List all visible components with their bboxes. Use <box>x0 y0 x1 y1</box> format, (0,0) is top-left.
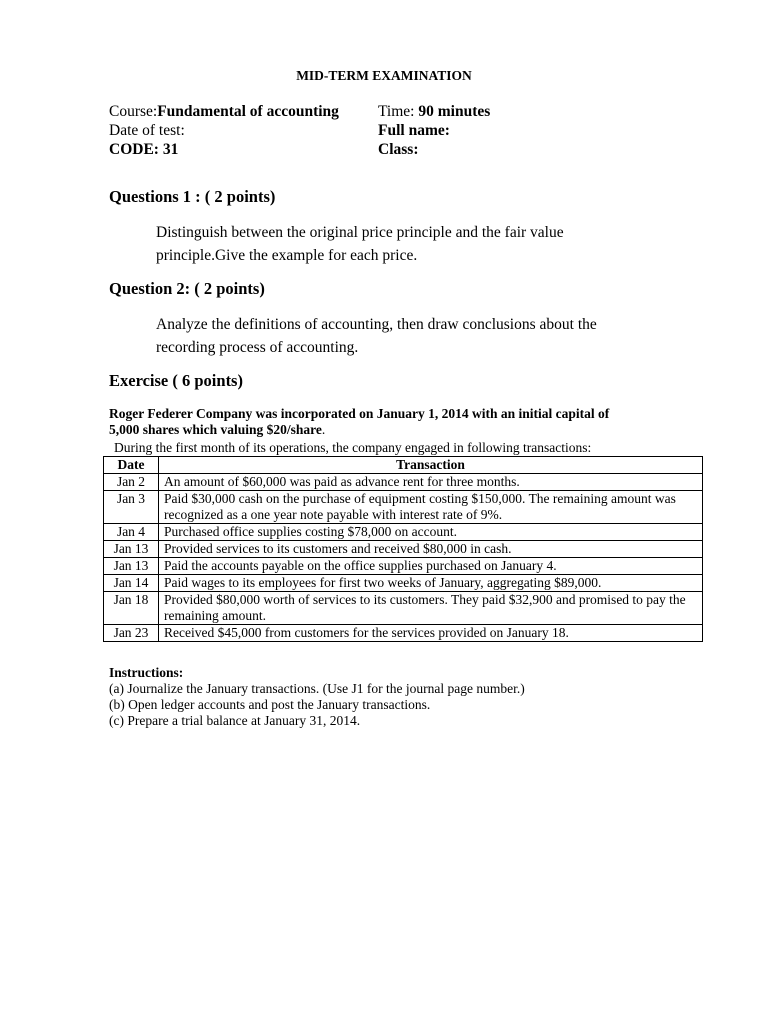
instructions-heading: Instructions: <box>109 665 184 680</box>
time-value: 90 minutes <box>418 103 491 120</box>
transactions-table <box>103 456 703 642</box>
table-row <box>104 558 703 575</box>
question-1-line: Distinguish between the original price principle and the fair value <box>156 224 564 241</box>
question-2-line: Analyze the definitions of accounting, then draw conclusions about the <box>156 316 597 333</box>
table-row <box>104 524 703 541</box>
table-row <box>104 491 703 524</box>
time-line <box>378 102 490 121</box>
exercise-intro <box>109 406 709 438</box>
date-of-test-label: Date of test: <box>109 122 185 139</box>
instruction-item: (a) Journalize the January transactions. (Use J1 for the journal page number.) <box>109 681 525 696</box>
instruction-item: (b) Open ledger accounts and post the January transactions. <box>109 697 431 712</box>
exam-title: MID-TERM EXAMINATION <box>296 68 472 83</box>
row-date: Jan 2 <box>104 474 159 491</box>
column-header-transaction: Transaction <box>159 457 703 474</box>
question-1-body <box>156 221 716 267</box>
row-transaction: Purchased office supplies costing $78,000 on account. <box>159 524 703 541</box>
course-label: Course: <box>109 103 158 120</box>
row-transaction: Received $45,000 from customers for the services provided on January 18. <box>159 625 703 642</box>
row-transaction: An amount of $60,000 was paid as advance rent for three months. <box>159 474 703 491</box>
row-transaction: Paid wages to its employees for first two weeks of January, aggregating $89,000. <box>159 575 703 592</box>
time-label: Time: <box>378 103 419 120</box>
row-date: Jan 13 <box>104 558 159 575</box>
course-value: Fundamental of accounting <box>157 103 339 120</box>
question-2-line: recording process of accounting. <box>156 339 359 356</box>
question-1-heading: Questions 1 : ( 2 points) <box>109 187 276 206</box>
table-row <box>104 575 703 592</box>
row-date: Jan 18 <box>104 592 159 625</box>
question-2-body <box>156 313 716 359</box>
row-date: Jan 4 <box>104 524 159 541</box>
row-date: Jan 3 <box>104 491 159 524</box>
question-2-heading: Question 2: ( 2 points) <box>109 279 265 298</box>
table-row <box>104 625 703 642</box>
code-label: CODE: 31 <box>109 141 179 158</box>
row-transaction: Provided $80,000 worth of services to its customers. They paid $32,900 and promised to pay the remaining amount. <box>159 592 703 625</box>
class-label: Class: <box>378 141 419 158</box>
exercise-heading: Exercise ( 6 points) <box>109 371 243 390</box>
exercise-intro-line: Roger Federer Company was incorporated on January 1, 2014 with an initial capital of <box>109 406 610 421</box>
question-1-line: principle.Give the example for each price. <box>156 247 418 264</box>
instructions <box>109 665 729 729</box>
full-name-label: Full name: <box>378 122 450 139</box>
course-line <box>109 102 339 121</box>
exercise-intro-line2: 5,000 shares which valuing $20/share. <box>109 422 326 437</box>
table-row <box>104 592 703 625</box>
table-header-row <box>104 457 703 474</box>
row-date: Jan 14 <box>104 575 159 592</box>
exercise-intro-plain: During the first month of its operations, the company engaged in following transactions: <box>114 440 592 455</box>
instruction-item: (c) Prepare a trial balance at January 31, 2014. <box>109 713 361 728</box>
header-left <box>109 102 339 159</box>
header-right <box>378 102 490 159</box>
row-transaction: Paid $30,000 cash on the purchase of equipment costing $150,000. The remaining amount was recognized as a one year note payable with interest rate of 9%. <box>159 491 703 524</box>
table-row <box>104 541 703 558</box>
row-date: Jan 23 <box>104 625 159 642</box>
row-date: Jan 13 <box>104 541 159 558</box>
table-row <box>104 474 703 491</box>
column-header-date: Date <box>104 457 159 474</box>
row-transaction: Provided services to its customers and received $80,000 in cash. <box>159 541 703 558</box>
row-transaction: Paid the accounts payable on the office supplies purchased on January 4. <box>159 558 703 575</box>
